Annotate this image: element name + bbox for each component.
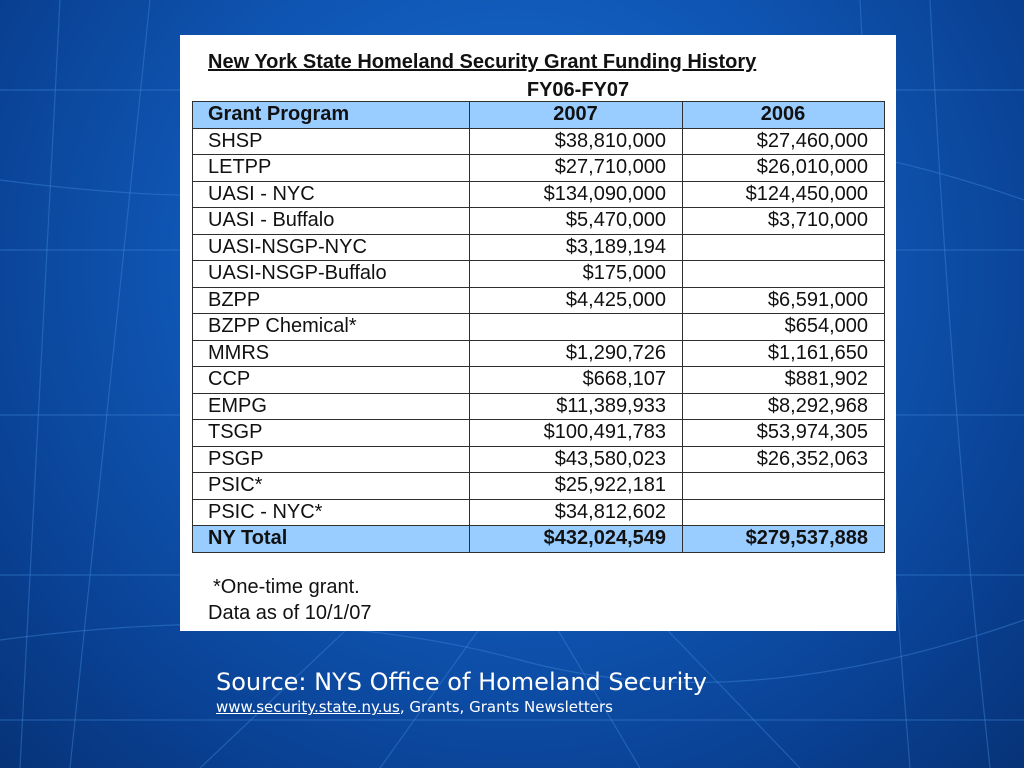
table-row	[193, 473, 885, 500]
amount-2007-cell: $38,810,000	[470, 128, 683, 155]
amount-2006-cell: $3,710,000	[683, 208, 885, 235]
grant-program-cell: UASI - Buffalo	[193, 208, 470, 235]
grant-program-cell: PSGP	[193, 446, 470, 473]
table-header-row	[193, 102, 885, 129]
amount-2007-cell: $34,812,602	[470, 499, 683, 526]
grant-program-cell: EMPG	[193, 393, 470, 420]
amount-2007-cell: $432,024,549	[470, 526, 683, 553]
grant-program-cell: BZPP Chemical*	[193, 314, 470, 341]
grant-program-cell: PSIC - NYC*	[193, 499, 470, 526]
amount-2006-cell: $53,974,305	[683, 420, 885, 447]
table-row	[193, 499, 885, 526]
table-row	[193, 261, 885, 288]
amount-2006-cell: $124,450,000	[683, 181, 885, 208]
amount-2007-cell: $175,000	[470, 261, 683, 288]
amount-2007-cell: $4,425,000	[470, 287, 683, 314]
amount-2007-cell: $668,107	[470, 367, 683, 394]
header-2006: 2006	[683, 102, 885, 129]
grant-program-cell: PSIC*	[193, 473, 470, 500]
amount-2007-cell: $11,389,933	[470, 393, 683, 420]
table-row	[193, 446, 885, 473]
amount-2006-cell: $1,161,650	[683, 340, 885, 367]
table-row	[193, 208, 885, 235]
header-2007: 2007	[470, 102, 683, 129]
table-row	[193, 314, 885, 341]
table-row	[193, 234, 885, 261]
amount-2007-cell: $5,470,000	[470, 208, 683, 235]
table-row	[193, 287, 885, 314]
grant-program-cell: SHSP	[193, 128, 470, 155]
table-row	[193, 420, 885, 447]
grant-program-cell: LETPP	[193, 155, 470, 182]
total-row	[193, 526, 885, 553]
amount-2006-cell: $881,902	[683, 367, 885, 394]
amount-2007-cell: $100,491,783	[470, 420, 683, 447]
amount-2006-cell	[683, 234, 885, 261]
source-link-suffix: , Grants, Grants Newsletters	[399, 698, 613, 716]
amount-2007-cell	[470, 314, 683, 341]
amount-2006-cell: $8,292,968	[683, 393, 885, 420]
amount-2007-cell: $25,922,181	[470, 473, 683, 500]
grant-table-panel	[180, 35, 896, 631]
amount-2006-cell	[683, 499, 885, 526]
table-row	[193, 367, 885, 394]
table-row	[193, 340, 885, 367]
table-row	[193, 393, 885, 420]
amount-2007-cell: $3,189,194	[470, 234, 683, 261]
table-row	[193, 155, 885, 182]
grant-program-cell: BZPP	[193, 287, 470, 314]
grant-program-cell: MMRS	[193, 340, 470, 367]
amount-2007-cell: $1,290,726	[470, 340, 683, 367]
footnotes	[208, 574, 371, 626]
grant-program-cell: UASI-NSGP-NYC	[193, 234, 470, 261]
table-title: New York State Homeland Security Grant Funding History	[208, 51, 757, 73]
amount-2006-cell	[683, 473, 885, 500]
header-grant-program: Grant Program	[193, 102, 470, 129]
table-row	[193, 181, 885, 208]
one-time-grant-note: *One-time grant.	[213, 576, 360, 598]
source-reference	[216, 698, 613, 716]
grant-program-cell: UASI - NYC	[193, 181, 470, 208]
amount-2007-cell: $27,710,000	[470, 155, 683, 182]
data-date-note: Data as of 10/1/07	[208, 602, 372, 624]
table-subtitle: FY06-FY07	[526, 79, 630, 101]
amount-2006-cell: $26,352,063	[683, 446, 885, 473]
amount-2006-cell: $279,537,888	[683, 526, 885, 553]
amount-2006-cell: $26,010,000	[683, 155, 885, 182]
grant-program-cell: UASI-NSGP-Buffalo	[193, 261, 470, 288]
grant-program-cell: NY Total	[193, 526, 470, 553]
grant-program-cell: TSGP	[193, 420, 470, 447]
source-link[interactable]: www.security.state.ny.us	[216, 698, 400, 716]
source-line: Source: NYS Office of Homeland Security	[216, 668, 707, 696]
amount-2006-cell: $27,460,000	[683, 128, 885, 155]
grant-funding-table	[192, 101, 885, 553]
amount-2006-cell: $654,000	[683, 314, 885, 341]
grant-program-cell: CCP	[193, 367, 470, 394]
table-row	[193, 128, 885, 155]
amount-2006-cell	[683, 261, 885, 288]
amount-2007-cell: $43,580,023	[470, 446, 683, 473]
amount-2006-cell: $6,591,000	[683, 287, 885, 314]
amount-2007-cell: $134,090,000	[470, 181, 683, 208]
